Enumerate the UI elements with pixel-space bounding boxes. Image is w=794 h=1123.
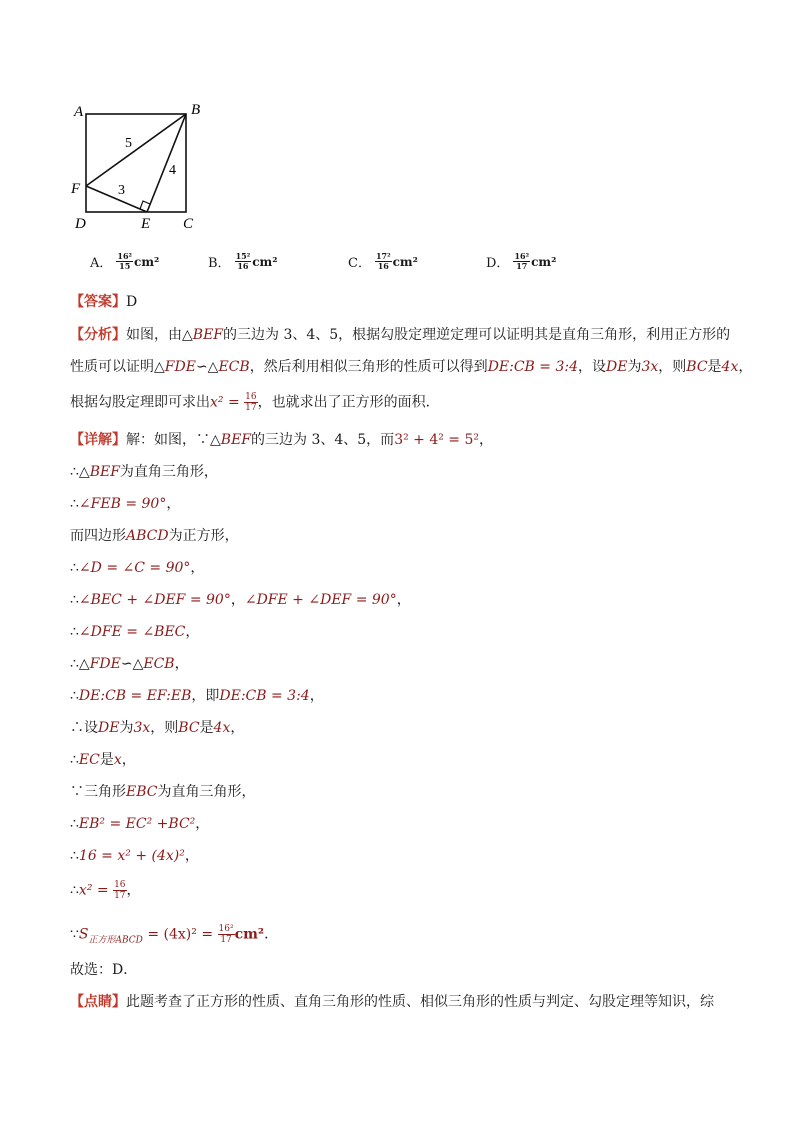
- fraction-numerator: 16: [245, 392, 257, 402]
- fraction-numerator: 17²: [375, 251, 391, 261]
- text: 故选：D．: [70, 962, 138, 978]
- text: 的三边为 3、4、5，而: [251, 432, 395, 448]
- text: ∽△: [195, 359, 219, 375]
- fraction-denominator: 17: [516, 261, 528, 271]
- analysis-line-1: [70, 325, 730, 345]
- label-f: F: [71, 181, 81, 197]
- text: ，然后利用相似三角形的性质可以得到: [249, 359, 488, 375]
- math: BEF: [220, 432, 252, 448]
- length-fb: 5: [125, 136, 132, 151]
- answer-tag: 【答案】: [70, 294, 126, 310]
- square-diagram: [64, 96, 224, 236]
- detail-line-1: [70, 430, 730, 450]
- option-d: [486, 252, 556, 271]
- analysis-tag: 【分析】: [70, 327, 126, 343]
- text: ，: [166, 496, 181, 512]
- text: ，: [190, 560, 205, 576]
- option-b: [208, 252, 277, 271]
- text: ∽△: [120, 656, 144, 672]
- detail-line-9: [70, 686, 730, 706]
- option-letter: B．: [208, 256, 231, 271]
- text: ，: [174, 656, 189, 672]
- fraction-numerator: 15²: [235, 251, 251, 261]
- text: 为: [627, 359, 642, 375]
- text: 性质可以证明△: [70, 359, 165, 375]
- text: 的三边为 3、4、5，根据勾股定理逆定理可以证明其是直角三角形，利用正方形的: [223, 327, 731, 343]
- math: x² =: [78, 882, 109, 899]
- text: ，则: [150, 720, 179, 736]
- math: 4x: [721, 359, 739, 375]
- math: DE: [606, 359, 628, 375]
- option-unit: cm²: [531, 254, 557, 269]
- math: ∠BEC + ∠DEF = 90°: [78, 592, 231, 608]
- comment-text: 此题考查了正方形的性质、直角三角形的性质、相似三角形的性质与判定、勾股定理等知识，综: [126, 994, 714, 1010]
- detail-line-10: [70, 718, 730, 738]
- math: EC: [78, 752, 100, 768]
- text: ，: [121, 752, 136, 768]
- fraction-numerator: 16²: [218, 924, 234, 934]
- math: ECB: [143, 656, 175, 672]
- text: ∴: [70, 496, 79, 512]
- fraction-numerator: 16²: [117, 251, 133, 261]
- answer-value: D: [126, 294, 138, 310]
- text: ∴△: [70, 656, 90, 672]
- text: ∴: [70, 848, 79, 864]
- math: ∠DFE = ∠BEC: [78, 624, 186, 640]
- detail-line-2: [70, 462, 730, 482]
- length-eb: 4: [169, 163, 176, 178]
- math: x: [113, 752, 122, 768]
- fraction: [218, 924, 235, 945]
- text: ，: [230, 592, 245, 608]
- option-unit: cm²: [252, 254, 278, 269]
- math: ∠DFE + ∠DEF = 90°: [244, 592, 397, 608]
- math: x² =: [210, 394, 240, 411]
- option-letter: A．: [90, 256, 113, 271]
- text: ∴: [70, 560, 79, 576]
- math: EBC: [126, 784, 158, 800]
- text: 是: [707, 359, 722, 375]
- text: 为正方形，: [168, 528, 239, 544]
- math: S: [78, 926, 89, 943]
- text: ∴: [70, 592, 79, 608]
- option-fraction: [375, 252, 392, 271]
- math: 3x: [641, 359, 659, 375]
- text: 而四边形: [70, 528, 126, 544]
- detail-tag: 【详解】: [70, 432, 126, 448]
- detail-line-16: [70, 924, 730, 950]
- fraction-denominator: 17: [245, 403, 257, 413]
- option-fraction: [235, 252, 252, 271]
- text: ∴: [70, 624, 79, 640]
- math: 3² + 4² = 5²: [394, 432, 480, 448]
- detail-line-11: [70, 750, 730, 770]
- geometry-figure: [64, 96, 224, 236]
- detail-line-17: [70, 960, 730, 980]
- math: 16 = x² + (4x)²: [78, 848, 185, 864]
- math: BEF: [192, 327, 224, 343]
- fraction-denominator: 15: [119, 261, 131, 271]
- detail-line-13: [70, 814, 730, 834]
- text: ，: [309, 688, 324, 704]
- text: 是: [99, 752, 114, 768]
- math: BEF: [89, 464, 120, 480]
- label-d: D: [75, 216, 86, 232]
- math-subscript: 正方形ABCD: [88, 935, 143, 946]
- math: 4x: [213, 720, 231, 736]
- text: ∴设: [70, 720, 98, 736]
- text: ∴: [70, 882, 79, 899]
- text: ，设: [578, 359, 607, 375]
- analysis-line-2: [70, 357, 753, 377]
- fraction-numerator: 16: [114, 880, 126, 890]
- text: ∴: [70, 688, 79, 704]
- text: ∴: [70, 816, 79, 832]
- text: ，: [195, 816, 210, 832]
- option-a: [90, 252, 159, 271]
- math: ABCD: [126, 528, 169, 544]
- text: 为直角三角形，: [157, 784, 256, 800]
- fraction-denominator: 17: [220, 935, 232, 945]
- text: ，: [738, 359, 753, 375]
- text: ，则: [658, 359, 687, 375]
- text: 为: [119, 720, 134, 736]
- fraction-denominator: 16: [237, 261, 249, 271]
- text: ，: [126, 882, 141, 899]
- math: 3x: [133, 720, 151, 736]
- option-unit: cm²: [134, 254, 160, 269]
- unit: cm²: [234, 926, 265, 943]
- text: ，: [184, 848, 199, 864]
- detail-line-4: [70, 526, 730, 546]
- math: BC: [686, 359, 708, 375]
- math: DE: [98, 720, 120, 736]
- option-fraction: [116, 252, 133, 271]
- comment-line: [70, 992, 730, 1012]
- math: DE:CB = 3:4: [487, 359, 579, 375]
- fraction-denominator: 16: [377, 261, 389, 271]
- text: 解：如图，∵△: [126, 432, 221, 448]
- math: BC: [178, 720, 200, 736]
- math: DE:CB = 3:4: [219, 688, 310, 704]
- text: ，: [479, 432, 494, 448]
- label-e: E: [141, 216, 151, 232]
- length-fe: 3: [118, 183, 125, 198]
- text: ∴△: [70, 464, 90, 480]
- label-a: A: [74, 104, 84, 120]
- text: 如图，由△: [126, 327, 193, 343]
- math: EB² = EC² +BC²: [78, 816, 196, 832]
- option-unit: cm²: [392, 254, 418, 269]
- detail-line-8: [70, 654, 730, 674]
- comment-tag: 【点睛】: [70, 994, 126, 1010]
- option-fraction: [513, 252, 530, 271]
- fraction-numerator: 16²: [514, 251, 530, 261]
- option-c: [348, 252, 418, 271]
- text: ∵: [70, 926, 79, 943]
- text: ，: [396, 592, 411, 608]
- text: ∴: [70, 752, 79, 768]
- fraction: [113, 880, 126, 901]
- text: 为直角三角形，: [119, 464, 218, 480]
- detail-line-15: [70, 880, 730, 901]
- detail-line-5: [70, 558, 730, 578]
- answer-line: [70, 292, 730, 312]
- math: DE:CB = EF:EB: [78, 688, 192, 704]
- math: = (4x)² =: [142, 926, 214, 943]
- text: ，即: [191, 688, 220, 704]
- label-c: C: [183, 216, 194, 232]
- math: ∠D = ∠C = 90°: [78, 560, 191, 576]
- answer-options: [90, 252, 730, 278]
- option-letter: D．: [486, 256, 510, 271]
- detail-line-3: [70, 494, 730, 514]
- text: ，也就求出了正方形的面积．: [257, 394, 440, 411]
- text: 是: [199, 720, 214, 736]
- segment-fe: [86, 186, 147, 212]
- text: ∵三角形: [70, 784, 126, 800]
- analysis-line-3: [70, 392, 730, 413]
- detail-line-14: [70, 846, 730, 866]
- text: ．: [264, 926, 279, 943]
- text: ，: [230, 720, 245, 736]
- fraction-denominator: 17: [114, 891, 126, 901]
- option-letter: C．: [348, 256, 371, 271]
- detail-line-12: [70, 782, 730, 802]
- label-b: B: [191, 102, 201, 118]
- fraction: [244, 392, 257, 413]
- text: ，: [185, 624, 200, 640]
- math: FDE: [164, 359, 196, 375]
- detail-line-6: [70, 590, 730, 610]
- text: 根据勾股定理即可求出: [70, 394, 210, 411]
- math: ∠FEB = 90°: [78, 496, 167, 512]
- detail-line-7: [70, 622, 730, 642]
- math: FDE: [89, 656, 121, 672]
- math: ECB: [218, 359, 250, 375]
